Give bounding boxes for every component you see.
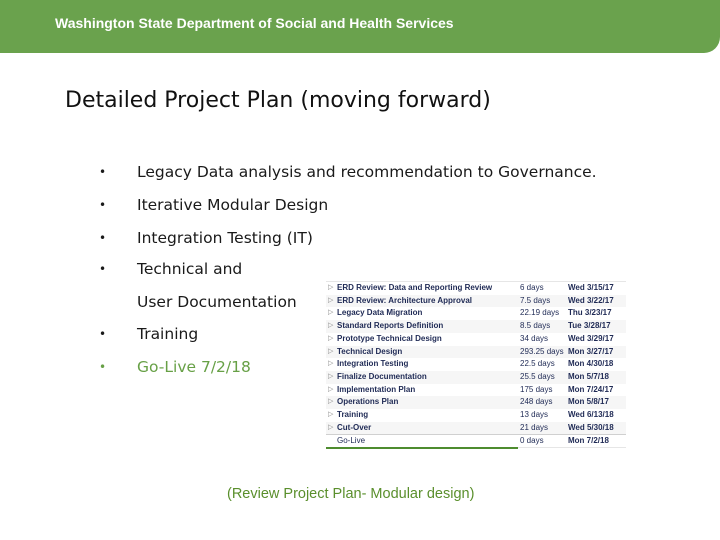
task-duration: 0 days (520, 436, 544, 446)
schedule-row[interactable] (326, 409, 626, 422)
expand-arrow-icon[interactable]: ▷ (328, 347, 334, 355)
task-start: Mon 4/30/18 (568, 359, 614, 369)
bullet-marker: • (99, 198, 107, 212)
bullet-text: Training (137, 325, 199, 343)
task-start: Mon 5/7/18 (568, 371, 609, 381)
task-duration: 248 days (520, 397, 553, 407)
task-duration: 13 days (520, 410, 549, 419)
schedule-row[interactable] (326, 333, 626, 346)
task-duration: 25.5 days (520, 371, 555, 381)
task-name: Prototype Technical Design (337, 333, 442, 343)
bullet-text: Technical and (137, 260, 243, 278)
schedule-row[interactable] (326, 434, 626, 448)
task-name: Technical Design (337, 346, 403, 356)
bullet-marker: • (99, 231, 107, 245)
expand-arrow-icon[interactable]: ▷ (328, 372, 334, 380)
task-start: Mon 5/8/17 (568, 397, 609, 407)
expand-arrow-icon[interactable]: ▷ (328, 385, 334, 393)
expand-arrow-icon[interactable]: ▷ (328, 284, 334, 291)
task-name: Operations Plan (337, 397, 399, 407)
task-start: Wed 3/22/17 (568, 295, 614, 305)
schedule-row[interactable] (326, 358, 626, 371)
bullet-marker: • (99, 262, 107, 276)
task-start: Mon 7/2/18 (568, 436, 609, 446)
task-name: Implementation Plan (337, 384, 416, 394)
expand-arrow-icon[interactable]: ▷ (328, 398, 334, 406)
task-name: Go-Live (337, 436, 366, 446)
task-name: ERD Review: Architecture Approval (337, 295, 472, 305)
expand-arrow-icon[interactable]: ▷ (328, 296, 334, 304)
task-name: Cut-Over (337, 422, 372, 432)
task-start: Wed 3/15/17 (568, 283, 614, 292)
task-name: Standard Reports Definition (337, 321, 444, 331)
task-start: Mon 3/27/17 (568, 346, 614, 356)
task-name: ERD Review: Data and Reporting Review (337, 283, 493, 292)
task-name: Training (337, 410, 369, 419)
bullet-marker: • (99, 360, 107, 374)
schedule-row[interactable] (326, 320, 626, 333)
task-duration: 175 days (520, 384, 553, 394)
task-duration: 34 days (520, 333, 549, 343)
task-duration: 7.5 days (520, 295, 551, 305)
schedule-row[interactable] (326, 295, 626, 308)
bullet-text: Go-Live 7/2/18 (137, 358, 251, 376)
task-duration: 22.5 days (520, 359, 555, 369)
schedule-row[interactable] (326, 307, 626, 320)
expand-arrow-icon[interactable]: ▷ (328, 309, 334, 317)
schedule-row[interactable] (326, 371, 626, 384)
task-duration: 8.5 days (520, 321, 551, 331)
schedule-row[interactable] (326, 396, 626, 409)
task-duration: 22.19 days (520, 308, 560, 318)
expand-arrow-icon[interactable]: ▷ (328, 322, 334, 330)
bullet-text: Integration Testing (IT) (137, 229, 313, 247)
schedule-row[interactable] (326, 346, 626, 359)
schedule-row[interactable] (326, 384, 626, 397)
task-name: Finalize Documentation (337, 371, 427, 381)
task-start: Wed 6/13/18 (568, 410, 614, 419)
selection-underline (326, 447, 518, 449)
task-start: Mon 7/24/17 (568, 384, 614, 394)
task-start: Tue 3/28/17 (568, 321, 611, 331)
bullet-marker: • (99, 165, 107, 179)
task-duration: 21 days (520, 422, 549, 432)
expand-arrow-icon[interactable]: ▷ (328, 411, 334, 418)
bullet-marker: • (99, 327, 107, 341)
header-banner (0, 0, 720, 53)
schedule-row[interactable] (326, 282, 626, 295)
bullet-text: User Documentation (137, 293, 297, 311)
expand-arrow-icon[interactable]: ▷ (328, 334, 334, 342)
organization-name: Washington State Department of Social and Health Services (55, 15, 454, 31)
expand-arrow-icon[interactable]: ▷ (328, 360, 334, 368)
task-start: Thu 3/23/17 (568, 308, 612, 318)
bullet-text: Iterative Modular Design (137, 196, 329, 214)
slide-title: Detailed Project Plan (moving forward) (65, 88, 491, 113)
task-name: Integration Testing (337, 359, 409, 369)
task-start: Wed 5/30/18 (568, 422, 614, 432)
task-duration: 293.25 days (520, 346, 564, 356)
project-schedule-table (326, 281, 626, 448)
bullet-text: Legacy Data analysis and recommendation to Governance. (137, 163, 597, 181)
expand-arrow-icon[interactable]: ▷ (328, 423, 334, 431)
schedule-row[interactable] (326, 422, 626, 435)
task-start: Wed 3/29/17 (568, 333, 614, 343)
task-duration: 6 days (520, 283, 544, 292)
caption: (Review Project Plan- Modular design) (227, 486, 475, 502)
task-name: Legacy Data Migration (337, 308, 423, 318)
